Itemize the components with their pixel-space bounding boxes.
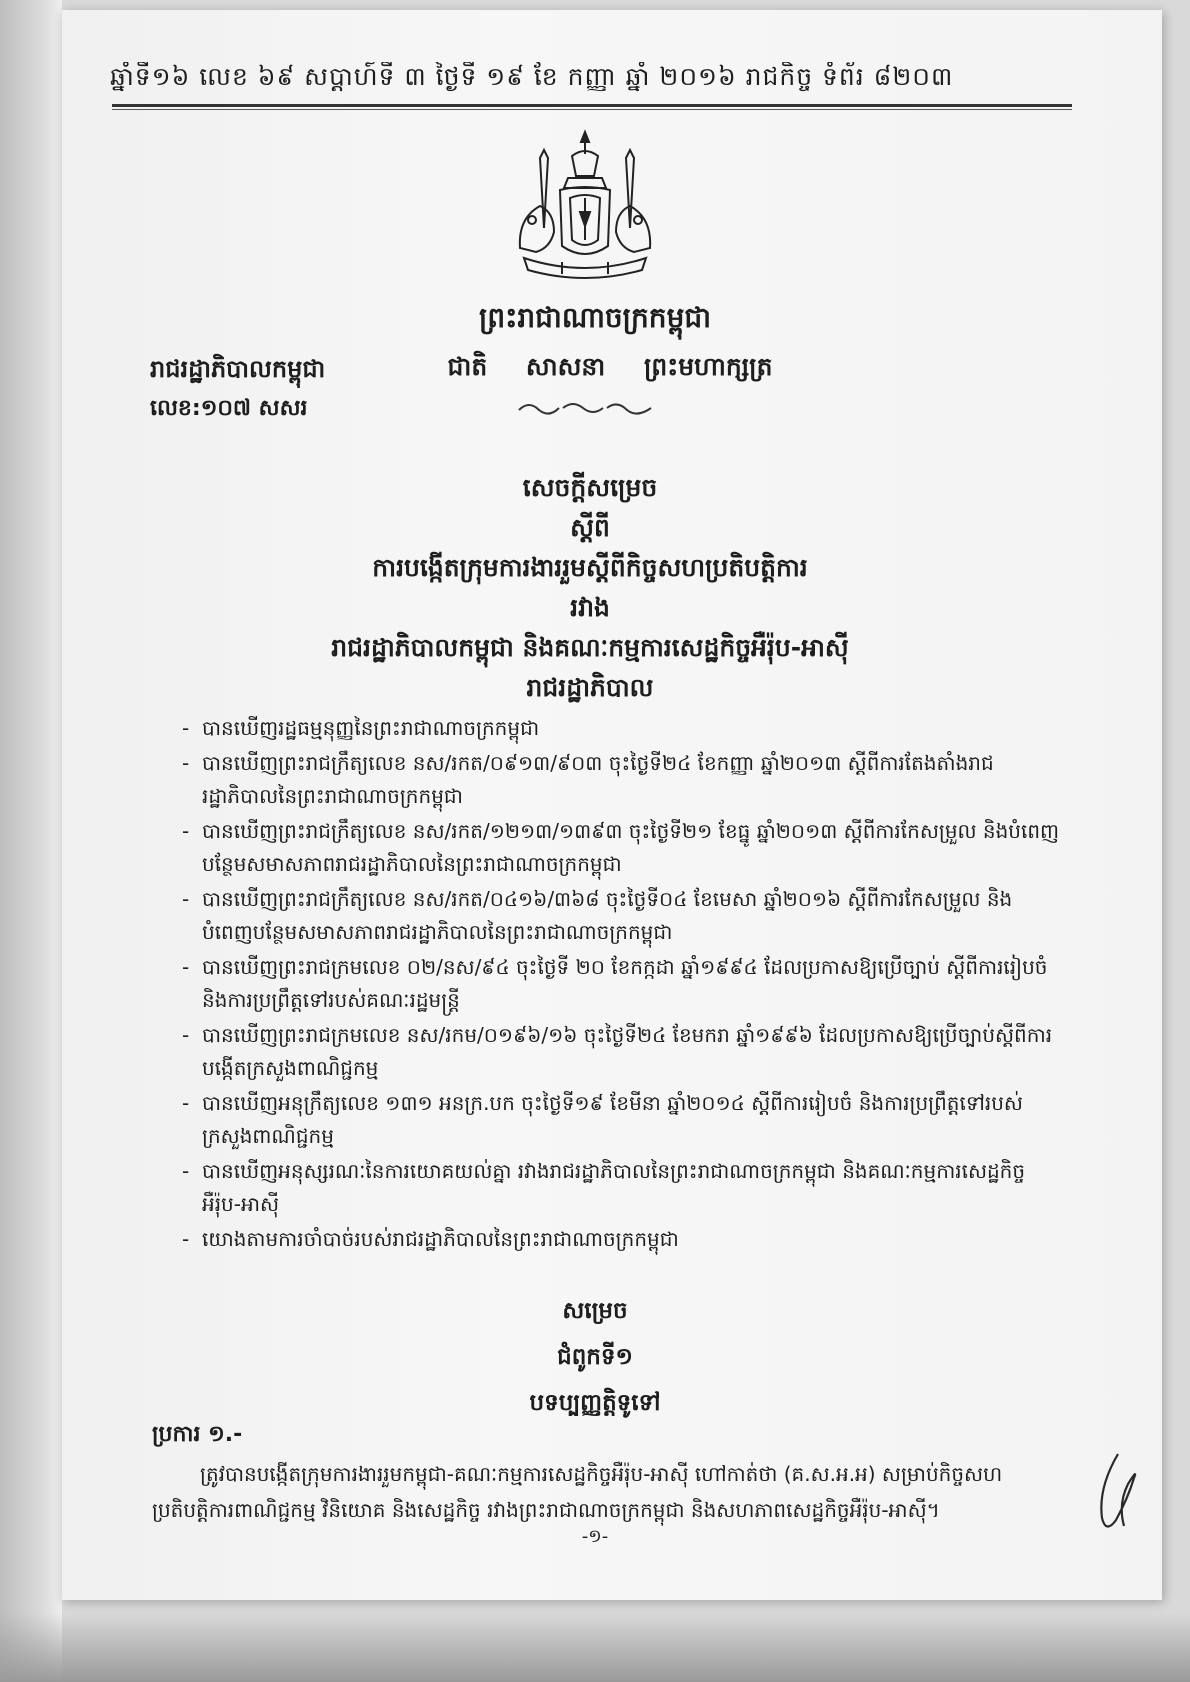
scan-bottom-shadow [0, 1612, 1190, 1682]
chapter-number: ជំពូកទី១ [557, 1344, 633, 1370]
chapter-title: បទប្បញ្ញត្តិទូទៅ [529, 1390, 661, 1416]
royal-coat-of-arms-emblem [510, 128, 660, 288]
recitals-list [180, 712, 1060, 1258]
recital-item: - បានឃើញព្រះរាជក្រមលេខ ០២/នស/៩៤ ចុះថ្ងៃទី ២០ ខែកក្កដា ឆ្នាំ១៩៩៤ ដែលប្រកាសឱ្យប្រើច្បាប់ ស្តីពីការរៀបចំ និងការប្រព្រឹត្តទៅរបស់គណៈរដ្ឋមន្ត្រី [180, 951, 1060, 1017]
recital-item: - បានឃើញព្រះរាជក្រមលេខ នស/រកម/០១៩៦/១៦ ចុះថ្ងៃទី២៤ ខែមករា ឆ្នាំ១៩៩៦ ដែលប្រកាសឱ្យប្រើច្បាប់ស្តីពីការបង្កើតក្រសួងពាណិជ្ជកម្ម [180, 1019, 1060, 1085]
ornament-divider-icon [515, 398, 655, 418]
decision-heading-block [430, 1288, 760, 1426]
national-motto: ជាតិ សាសនា ព្រះមហាក្សត្រ [447, 352, 773, 381]
recital-item: - យោងតាមការចាំបាច់របស់រាជរដ្ឋាភិបាលនៃព្រះរាជាណាចក្រកម្ពុជា [180, 1223, 1060, 1256]
header-rule-thin [112, 109, 1072, 110]
article-text: ត្រូវបានបង្កើតក្រុមការងាររួមកម្ពុជា-គណៈកម្មការសេដ្ឋកិច្ចអឺរ៉ុប-អាស៊ី ហៅកាត់ថា (គ.ស.អ.អ) សម្រាប់កិច្ចសហប្រតិបត្តិការពាណិជ្ជកម្ម វិនិយោគ និងសេដ្ឋកិច្ច រវាងព្រះរាជាណាចក្រកម្ពុជា និងសហភាពសេដ្ឋកិច្ចអឺរ៉ុប-អាស៊ី។ [152, 1462, 1003, 1522]
decision-word: សម្រេច [562, 1298, 628, 1324]
page-number: -១- [581, 1526, 609, 1547]
header-rule [112, 104, 1072, 107]
recital-item: - បានឃើញរដ្ឋធម្មនុញ្ញនៃព្រះរាជាណាចក្រកម្ពុជា [180, 712, 1060, 745]
decision-title-block [230, 468, 950, 708]
handwritten-initial-signature [1088, 1448, 1144, 1538]
title-about: ស្តីពី [570, 513, 610, 542]
gazette-header: ឆ្នាំទី១៦ លេខ ៦៩ សប្ដាហ៍ទី ៣ ថ្ងៃទី ១៩ ខែ កញ្ញា ឆ្នាំ ២០១៦ រាជកិច្ច ទំព័រ ៨២០៣ [110, 62, 954, 91]
recital-item: - បានឃើញព្រះរាជក្រឹត្យលេខ នស/រកត/០៩១៣/៩០៣ ចុះថ្ងៃទី២៤ ខែកញ្ញា ឆ្នាំ២០១៣ ស្តីពីការតែងតាំងរាជរដ្ឋាភិបាលនៃព្រះរាជាណាចក្រកម្ពុជា [180, 747, 1060, 813]
recital-item: - បានឃើញព្រះរាជក្រឹត្យលេខ នស/រកត/១២១៣/១៣៩៣ ចុះថ្ងៃទី២១ ខែធ្នូ ឆ្នាំ២០១៣ ស្តីពីការកែសម្រួល និងបំពេញបន្ថែមសមាសភាពរាជរដ្ឋាភិបាលនៃព្រះរាជាណាចក្រកម្ពុជា [180, 815, 1060, 881]
title-between: រវាង [570, 593, 610, 622]
scan-left-margin [0, 0, 62, 1682]
recital-item: - បានឃើញអនុស្សរណៈនៃការយោគយល់គ្នា រវាងរាជរដ្ឋាភិបាលនៃព្រះរាជាណាចក្រកម្ពុជា និងគណៈកម្មការសេដ្ឋកិច្ចអឺរ៉ុប-អាស៊ី [180, 1155, 1060, 1221]
document-number: លេខ:១០៧ សសរ [150, 396, 308, 421]
article-title: ប្រការ ១.- [152, 1422, 243, 1447]
title-authority: រាជរដ្ឋាភិបាល [526, 673, 654, 702]
kingdom-name: ព្រះរាជាណាចក្រកម្ពុជា [478, 301, 711, 334]
title-subject-line-1: ការបង្កើតក្រុមការងាររួមស្តីពីកិច្ចសហប្រតិបត្តិការ [372, 553, 808, 582]
decision-type: សេចក្តីសម្រេច [522, 473, 658, 502]
issuer-name: រាជរដ្ឋាភិបាលកម្ពុជា [150, 355, 326, 383]
recital-item: - បានឃើញព្រះរាជក្រឹត្យលេខ នស/រកត/០៤១៦/៣៦៨ ចុះថ្ងៃទី០៤ ខែមេសា ឆ្នាំ២០១៦ ស្តីពីការកែសម្រួល និងបំពេញបន្ថែមសមាសភាពរាជរដ្ឋាភិបាលនៃព្រះរាជាណាចក្រកម្ពុជា [180, 883, 1060, 949]
recital-item: - បានឃើញអនុក្រឹត្យលេខ ១៣១ អនក្រ.បក ចុះថ្ងៃទី១៩ ខែមីនា ឆ្នាំ២០១៤ ស្តីពីការរៀបចំ និងការប្រព្រឹត្តទៅរបស់ក្រសួងពាណិជ្ជកម្ម [180, 1087, 1060, 1153]
title-subject-line-2: រាជរដ្ឋាភិបាលកម្ពុជា និងគណៈកម្មការសេដ្ឋកិច្ចអឺរ៉ុប-អាស៊ី [331, 633, 849, 662]
